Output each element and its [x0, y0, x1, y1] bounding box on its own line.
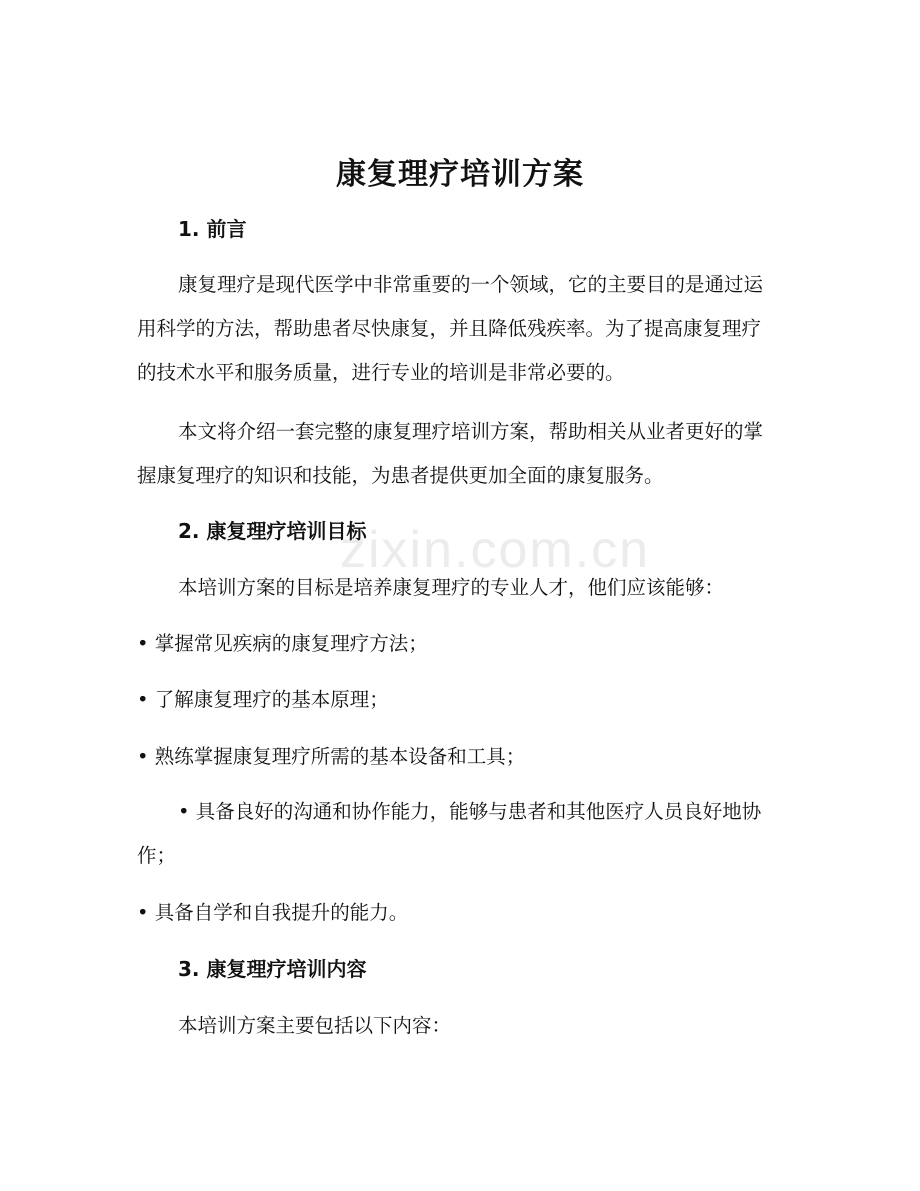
section-heading-intro: 1. 前言 — [178, 217, 247, 241]
list-item-text: • 具备良好的沟通和协作能力，能够与患者和其他医疗人员良好地协作； — [137, 800, 762, 867]
paragraph: 本培训方案主要包括以下内容： — [178, 1014, 452, 1037]
list-item-text: • 熟练掌握康复理疗所需的基本设备和工具； — [137, 745, 526, 768]
list-item — [137, 891, 787, 935]
list-item — [137, 678, 787, 722]
section-heading-goals: 2. 康复理疗培训目标 — [178, 519, 367, 543]
list-item — [137, 622, 787, 666]
list-item — [137, 790, 777, 878]
watermark: zixin.com.cn — [340, 521, 651, 579]
list-item-text: • 掌握常见疾病的康复理疗方法； — [137, 632, 428, 655]
paragraph: 康复理疗是现代医学中非常重要的一个领域，它的主要目的是通过运用科学的方法，帮助患者尽快康复，并且降低残疾率。为了提高康复理疗的技术水平和服务质量，进行专业的培训是非常必要的。 — [137, 273, 764, 384]
section-heading-content: 3. 康复理疗培训内容 — [178, 957, 367, 981]
list-item-text: • 了解康复理疗的基本原理； — [137, 688, 389, 711]
list-item-text: • 具备自学和自我提升的能力。 — [137, 901, 409, 924]
document-title: 康复理疗培训方案 — [336, 157, 584, 192]
paragraph: 本培训方案的目标是培养康复理疗的专业人才，他们应该能够： — [178, 576, 725, 599]
paragraph: 本文将介绍一套完整的康复理疗培训方案，帮助相关从业者更好的掌握康复理疗的知识和技能，为患者提供更加全面的康复服务。 — [137, 420, 764, 487]
list-item — [137, 735, 787, 779]
